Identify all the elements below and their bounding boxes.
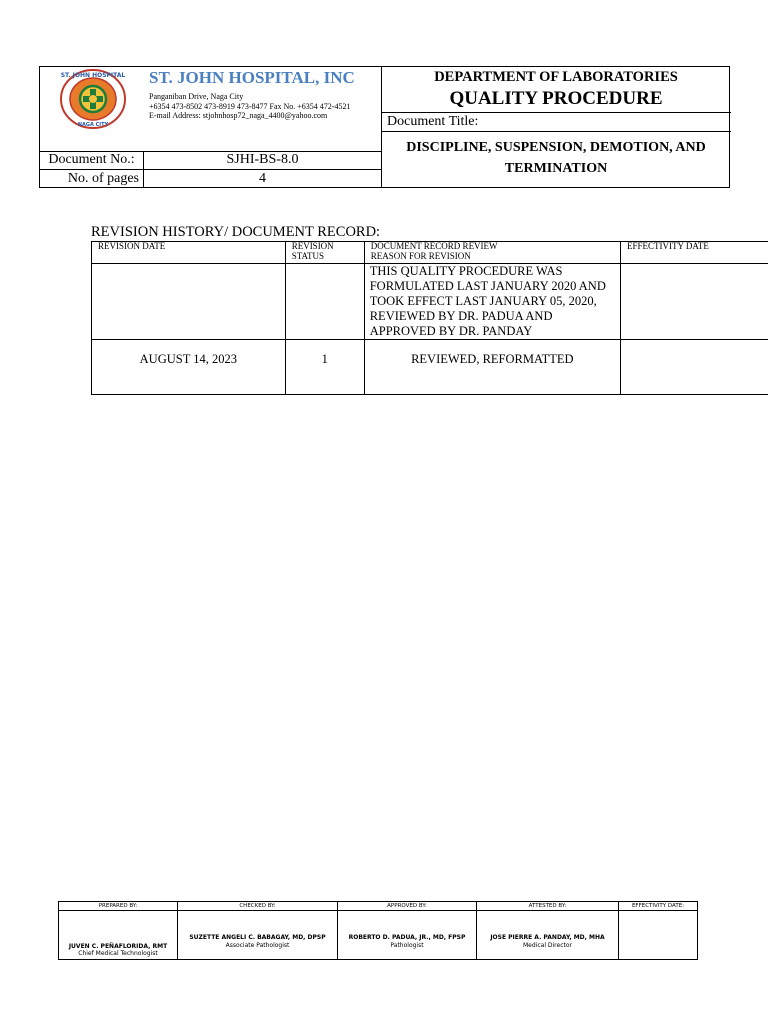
effectivity-date-label: EFFECTIVITY DATE: [631, 903, 685, 909]
document-header [39, 66, 730, 188]
svg-text:ST. JOHN HOSPITAL: ST. JOHN HOSPITAL [60, 72, 126, 79]
checked-by-label: CHECKED BY: [239, 903, 276, 909]
approved-by-role: Pathologist [390, 942, 424, 949]
approved-by-label: APPROVED BY: [387, 903, 427, 909]
checked-by-name: SUZETTE ANGELI C. BABAGAY, MD, DPSP [189, 934, 326, 941]
attested-by-label: ATTESTED BY: [528, 903, 567, 909]
document-title-label: Document Title: [387, 114, 479, 129]
effectivity-date-cell [620, 340, 768, 395]
table-row [92, 340, 768, 395]
approved-by-name: ROBERTO D. PADUA, JR., MD, FPSP [348, 934, 466, 941]
prepared-by-name: JUVEN C. PEÑAFLORIDA, RMT [68, 943, 168, 950]
table-header-row [92, 242, 768, 264]
hospital-address [149, 92, 379, 121]
column-header-line: REASON FOR REVISION [370, 250, 471, 261]
reason-line: APPROVED BY DR. PANDAY [369, 324, 533, 338]
document-title-line: TERMINATION [504, 161, 608, 176]
checked-by-role: Associate Pathologist [225, 942, 290, 949]
document-number-value: SJHI-BS-8.0 [226, 152, 299, 167]
pages-value: 4 [259, 171, 266, 186]
revision-date-cell [92, 264, 286, 340]
revision-reason-cell: REVIEWED, REFORMATTED [364, 340, 620, 395]
svg-text:NAGA CITY: NAGA CITY [77, 122, 109, 128]
revision-date-cell: AUGUST 14, 2023 [92, 340, 286, 395]
pages-label: No. of pages [67, 171, 139, 186]
reason-line: THIS QUALITY PROCEDURE WAS [369, 264, 563, 278]
document-title [381, 137, 731, 179]
column-header-line: REVISION [291, 241, 334, 251]
signatory-footer [58, 901, 698, 960]
column-header-status [285, 242, 364, 264]
email-address: E-mail Address: stjohnhosp72_naga_4400@yahoo.com [149, 111, 328, 120]
prepared-by-label: PREPARED BY: [98, 903, 138, 909]
contact-numbers: +6354 473-8502 473-8919 473-8477 Fax No. +6354 472-4521 [149, 101, 351, 111]
procedure-type: QUALITY PROCEDURE [449, 88, 663, 109]
column-header-review [364, 242, 620, 264]
column-header-line: STATUS [291, 250, 324, 261]
hospital-name: ST. JOHN HOSPITAL, INC [149, 68, 355, 87]
revision-status-cell [285, 264, 364, 340]
department-title: DEPARTMENT OF LABORATORIES [434, 69, 678, 85]
address-line: Panganiban Drive, Naga City [149, 92, 244, 101]
revision-heading: REVISION HISTORY/ DOCUMENT RECORD: [91, 224, 381, 240]
effectivity-date-cell [620, 264, 768, 340]
prepared-by-role: Chief Medical Technologist [78, 950, 158, 957]
attested-by-role: Medical Director [523, 942, 572, 949]
table-row [92, 264, 768, 340]
column-header-date: REVISION DATE [92, 242, 286, 264]
hospital-logo [59, 68, 127, 130]
revision-reason-cell [364, 264, 620, 340]
attested-by-name: JOSE PIERRE A. PANDAY, MD, MHA [490, 934, 605, 941]
column-header-effectivity: EFFECTIVITY DATE [620, 242, 768, 264]
document-title-line: DISCIPLINE, SUSPENSION, DEMOTION, AND [406, 140, 706, 155]
reason-line: REVIEWED BY DR. PADUA AND [369, 309, 553, 323]
revision-table [91, 241, 768, 395]
document-number-label: Document No.: [48, 152, 135, 167]
reason-line: TOOK EFFECT LAST JANUARY 05, 2020, [369, 294, 597, 308]
reason-line: FORMULATED LAST JANUARY 2020 AND [369, 279, 606, 293]
column-header-line: DOCUMENT RECORD REVIEW [370, 241, 498, 251]
revision-status-cell: 1 [285, 340, 364, 395]
